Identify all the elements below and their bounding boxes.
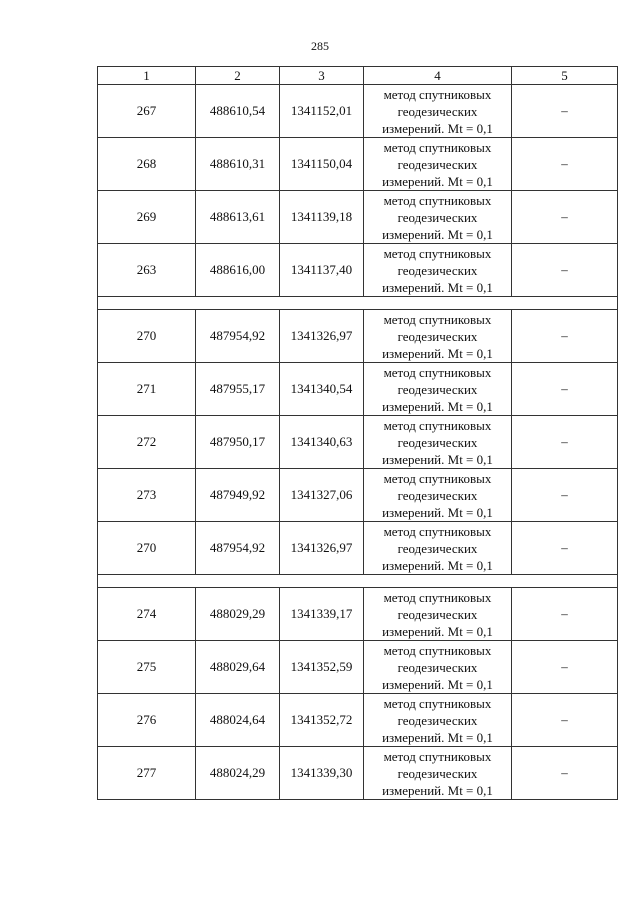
table-row xyxy=(98,138,618,191)
note-cell: – xyxy=(512,522,618,575)
note-cell: – xyxy=(512,138,618,191)
method-text-line: метод спутниковых xyxy=(383,86,492,102)
method-text-line: метод спутниковых xyxy=(383,245,492,261)
table-row xyxy=(98,191,618,244)
note-cell: – xyxy=(512,694,618,747)
group-separator-cell xyxy=(98,297,618,310)
point-number-cell: 267 xyxy=(98,85,196,138)
method-text-line: геодезических xyxy=(397,434,478,450)
table-row xyxy=(98,310,618,363)
x-coordinate-cell: 488029,29 xyxy=(196,588,280,641)
table-row xyxy=(98,244,618,297)
method-text-line: измерений. Mt = 0,1 xyxy=(382,345,493,361)
method-cell xyxy=(364,416,512,469)
x-coordinate-cell: 488024,64 xyxy=(196,694,280,747)
table-row xyxy=(98,363,618,416)
x-coordinate-cell: 488616,00 xyxy=(196,244,280,297)
point-number-cell: 274 xyxy=(98,588,196,641)
table-row xyxy=(98,641,618,694)
note-cell: – xyxy=(512,85,618,138)
method-text-line: метод спутниковых xyxy=(383,695,492,711)
method-text-line: геодезических xyxy=(397,103,478,119)
table-row xyxy=(98,588,618,641)
method-text-line: измерений. Mt = 0,1 xyxy=(382,173,493,189)
x-coordinate-cell: 488610,31 xyxy=(196,138,280,191)
method-text-line: геодезических xyxy=(397,156,478,172)
y-coordinate-cell: 1341326,97 xyxy=(280,310,364,363)
y-coordinate-cell: 1341339,17 xyxy=(280,588,364,641)
group-separator-row xyxy=(98,575,618,588)
x-coordinate-cell: 488029,64 xyxy=(196,641,280,694)
header-cell-2: 2 xyxy=(196,67,280,85)
method-cell xyxy=(364,641,512,694)
note-cell: – xyxy=(512,747,618,800)
method-text-line: измерений. Mt = 0,1 xyxy=(382,557,493,573)
y-coordinate-cell: 1341137,40 xyxy=(280,244,364,297)
method-cell xyxy=(364,747,512,800)
point-number-cell: 263 xyxy=(98,244,196,297)
method-text-line: геодезических xyxy=(397,540,478,556)
method-text-line: геодезических xyxy=(397,328,478,344)
method-text-line: метод спутниковых xyxy=(383,192,492,208)
method-text-line: измерений. Mt = 0,1 xyxy=(382,279,493,295)
method-text-line: измерений. Mt = 0,1 xyxy=(382,226,493,242)
x-coordinate-cell: 487955,17 xyxy=(196,363,280,416)
method-text-line: геодезических xyxy=(397,262,478,278)
point-number-cell: 277 xyxy=(98,747,196,800)
method-text-line: измерений. Mt = 0,1 xyxy=(382,504,493,520)
note-cell: – xyxy=(512,641,618,694)
method-text-line: метод спутниковых xyxy=(383,470,492,486)
method-text-line: метод спутниковых xyxy=(383,311,492,327)
method-text-line: геодезических xyxy=(397,765,478,781)
point-number-cell: 270 xyxy=(98,310,196,363)
point-number-cell: 275 xyxy=(98,641,196,694)
note-cell: – xyxy=(512,416,618,469)
y-coordinate-cell: 1341326,97 xyxy=(280,522,364,575)
point-number-cell: 273 xyxy=(98,469,196,522)
method-cell xyxy=(364,244,512,297)
method-cell xyxy=(364,138,512,191)
point-number-cell: 269 xyxy=(98,191,196,244)
method-text-line: измерений. Mt = 0,1 xyxy=(382,676,493,692)
y-coordinate-cell: 1341139,18 xyxy=(280,191,364,244)
method-text-line: геодезических xyxy=(397,659,478,675)
method-text-line: метод спутниковых xyxy=(383,364,492,380)
method-text-line: геодезических xyxy=(397,712,478,728)
method-text-line: геодезических xyxy=(397,209,478,225)
method-cell xyxy=(364,363,512,416)
group-separator-row xyxy=(98,297,618,310)
table-header-row xyxy=(98,67,618,85)
method-text-line: измерений. Mt = 0,1 xyxy=(382,120,493,136)
note-cell: – xyxy=(512,363,618,416)
group-separator-cell xyxy=(98,575,618,588)
method-text-line: измерений. Mt = 0,1 xyxy=(382,782,493,798)
method-cell xyxy=(364,191,512,244)
method-text-line: метод спутниковых xyxy=(383,523,492,539)
method-text-line: геодезических xyxy=(397,606,478,622)
note-cell: – xyxy=(512,469,618,522)
method-text-line: геодезических xyxy=(397,487,478,503)
note-cell: – xyxy=(512,588,618,641)
x-coordinate-cell: 488613,61 xyxy=(196,191,280,244)
point-number-cell: 268 xyxy=(98,138,196,191)
header-cell-1: 1 xyxy=(98,67,196,85)
method-cell xyxy=(364,588,512,641)
method-cell xyxy=(364,469,512,522)
method-text-line: метод спутниковых xyxy=(383,642,492,658)
table-row xyxy=(98,522,618,575)
method-text-line: измерений. Mt = 0,1 xyxy=(382,398,493,414)
method-cell xyxy=(364,522,512,575)
point-number-cell: 271 xyxy=(98,363,196,416)
y-coordinate-cell: 1341352,59 xyxy=(280,641,364,694)
y-coordinate-cell: 1341352,72 xyxy=(280,694,364,747)
method-text-line: метод спутниковых xyxy=(383,589,492,605)
method-cell xyxy=(364,694,512,747)
header-cell-4: 4 xyxy=(364,67,512,85)
y-coordinate-cell: 1341340,54 xyxy=(280,363,364,416)
method-cell xyxy=(364,85,512,138)
coordinates-table xyxy=(97,66,618,800)
table-row xyxy=(98,469,618,522)
point-number-cell: 272 xyxy=(98,416,196,469)
y-coordinate-cell: 1341150,04 xyxy=(280,138,364,191)
method-text-line: измерений. Mt = 0,1 xyxy=(382,729,493,745)
x-coordinate-cell: 487954,92 xyxy=(196,310,280,363)
method-cell xyxy=(364,310,512,363)
x-coordinate-cell: 487950,17 xyxy=(196,416,280,469)
point-number-cell: 270 xyxy=(98,522,196,575)
method-text-line: метод спутниковых xyxy=(383,139,492,155)
header-cell-5: 5 xyxy=(512,67,618,85)
note-cell: – xyxy=(512,191,618,244)
note-cell: – xyxy=(512,244,618,297)
page-number: 285 xyxy=(311,39,329,53)
table-row xyxy=(98,416,618,469)
table-row xyxy=(98,694,618,747)
x-coordinate-cell: 487954,92 xyxy=(196,522,280,575)
method-text-line: измерений. Mt = 0,1 xyxy=(382,451,493,467)
note-cell: – xyxy=(512,310,618,363)
y-coordinate-cell: 1341339,30 xyxy=(280,747,364,800)
method-text-line: метод спутниковых xyxy=(383,748,492,764)
y-coordinate-cell: 1341327,06 xyxy=(280,469,364,522)
table-row xyxy=(98,747,618,800)
x-coordinate-cell: 488610,54 xyxy=(196,85,280,138)
method-text-line: метод спутниковых xyxy=(383,417,492,433)
x-coordinate-cell: 487949,92 xyxy=(196,469,280,522)
table-row xyxy=(98,85,618,138)
y-coordinate-cell: 1341152,01 xyxy=(280,85,364,138)
method-text-line: измерений. Mt = 0,1 xyxy=(382,623,493,639)
method-text-line: геодезических xyxy=(397,381,478,397)
point-number-cell: 276 xyxy=(98,694,196,747)
x-coordinate-cell: 488024,29 xyxy=(196,747,280,800)
y-coordinate-cell: 1341340,63 xyxy=(280,416,364,469)
header-cell-3: 3 xyxy=(280,67,364,85)
